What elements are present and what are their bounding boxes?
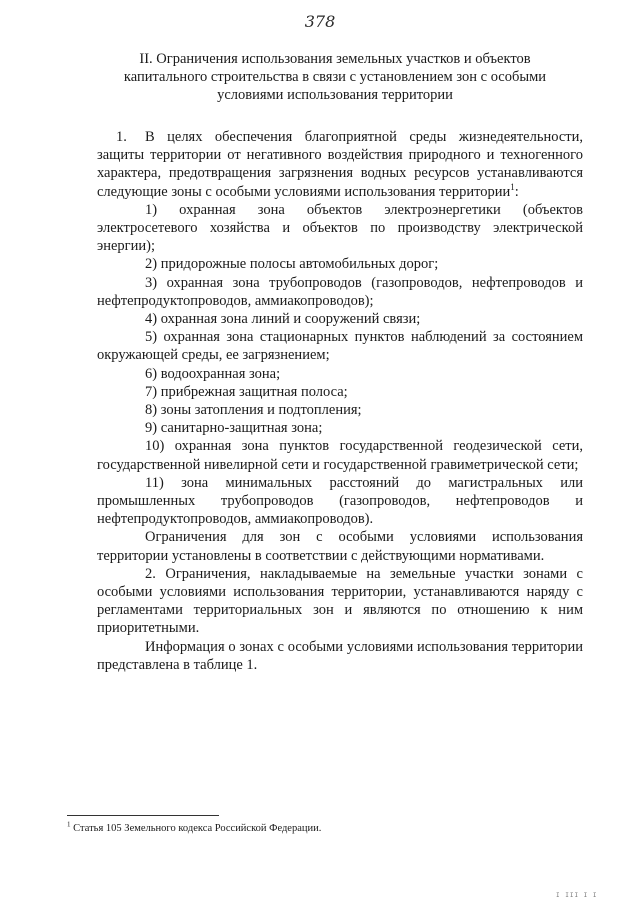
paragraph-1-number: 1. — [116, 129, 127, 145]
zone-list-item: 10) охранная зона пунктов государственной геодезической сети, государственной нивелирной сети и государственной гравиметрической сети; — [97, 438, 583, 473]
page-number: 378 — [304, 12, 336, 31]
paragraph-1 — [97, 128, 583, 201]
zone-list-item: 1) охранная зона объектов электроэнергетики (объектов электросетевого хозяйства и объектов по производству электрической энергии); — [97, 201, 583, 255]
zone-list-item: 9) санитарно-защитная зона; — [145, 420, 323, 437]
footnote — [67, 820, 587, 835]
heading-line: условиями использования территории — [217, 87, 453, 103]
zone-list-item: 5) охранная зона стационарных пунктов наблюдений за состоянием окружающей среды, ее загрязнением; — [97, 329, 583, 364]
zone-list-item: 6) водоохранная зона; — [145, 365, 281, 382]
document-body — [97, 128, 583, 674]
zone-list-item: 2) придорожные полосы автомобильных дорог; — [145, 256, 439, 273]
scan-marks: І ІІІ І І — [556, 892, 598, 899]
heading-line: капитального строительства в связи с установлением зон с особыми — [123, 69, 547, 85]
footnote-marker: 1 — [67, 820, 71, 829]
paragraph-1-text: защиты территории от негативного воздействия природного и техногенного характера, предотвращения загрязнения водных ресурсов устанавливаются следующие зоны с особыми условиями использования территории — [97, 147, 583, 200]
footnote-text: Статья 105 Земельного кодекса Российской Федерации. — [73, 823, 322, 834]
footnote-divider — [67, 815, 219, 816]
info-paragraph: Информация о зонах с особыми условиями использования территории представлена в таблице 1. — [97, 638, 583, 673]
zone-list-item: 11) зона минимальных расстояний до магистральных или промышленных трубопроводов (газопроводов, нефтепроводов и нефтепродуктопроводов, аммиакопроводов). — [97, 474, 583, 528]
zone-list-item: 7) прибрежная защитная полоса; — [145, 383, 348, 400]
paragraph-2: 2. Ограничения, накладываемые на земельные участки зонами с особыми условиями использования территории, устанавливаются наряду с регламентами территориальных зон и являются по отношению к ним приоритетными. — [97, 565, 583, 637]
zone-list-item: 3) охранная зона трубопроводов (газопроводов, нефтепроводов и нефтепродуктопроводов, аммиакопроводов); — [97, 274, 583, 309]
paragraph-1-first-line: В целях обеспечения благоприятной среды жизнедеятельности, — [145, 129, 583, 145]
footnote-reference: 1 — [510, 181, 515, 192]
zone-list-item: 4) охранная зона линий и сооружений связи; — [145, 311, 421, 328]
heading-line: II. Ограничения использования земельных участков и объектов — [139, 51, 531, 67]
section-heading — [100, 50, 570, 104]
zone-list-item: 8) зоны затопления и подтопления; — [145, 402, 362, 419]
restrictions-note: Ограничения для зон с особыми условиями использования территории установлены в соответствии с действующими нормативами. — [97, 529, 583, 564]
paragraph-1-tail: : — [514, 183, 519, 200]
